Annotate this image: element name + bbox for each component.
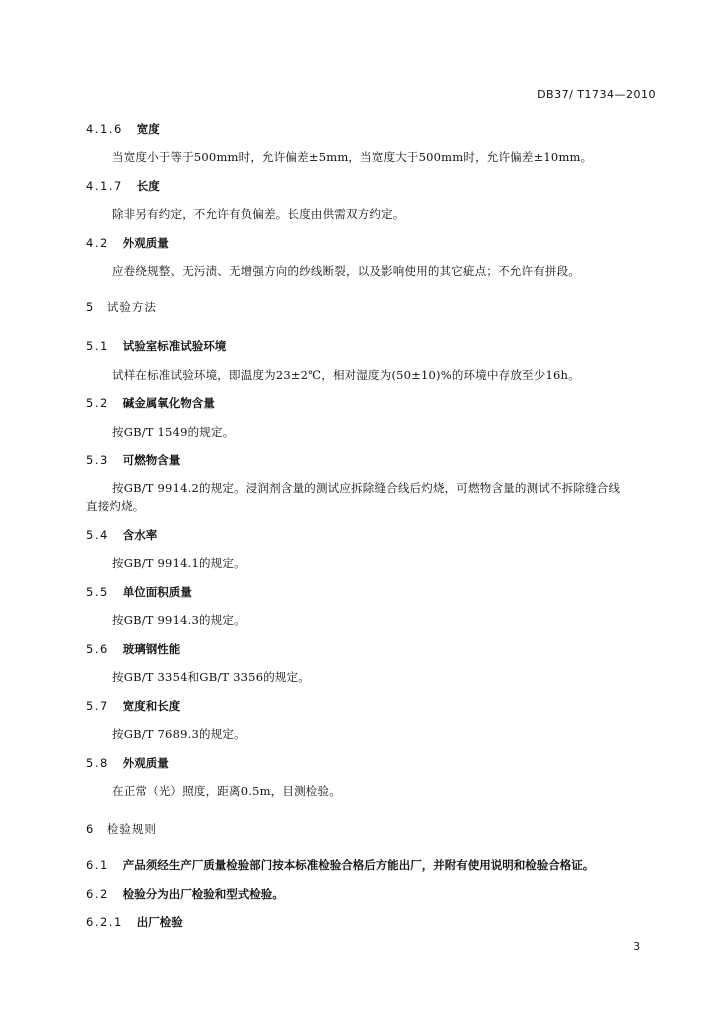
- clause-title: 玻璃钢性能: [122, 642, 181, 656]
- clause-title: 宽度和长度: [122, 699, 181, 713]
- heading-6-1: [86, 857, 594, 873]
- heading-5-7: [86, 698, 180, 714]
- clause-number: 5.7: [86, 699, 109, 713]
- clause-title: 可燃物含量: [122, 453, 181, 467]
- clause-title: 宽度: [136, 122, 160, 136]
- clause-number: 5.4: [86, 528, 109, 542]
- clause-number: 6.2.1: [86, 915, 123, 929]
- heading-5-2: [86, 395, 215, 411]
- section-number: 6: [86, 822, 95, 836]
- clause-text: 检验分为出厂检验和型式检验。: [122, 887, 284, 901]
- paragraph-5-5: 按GB/T 9914.3的规定。: [112, 613, 246, 627]
- section-heading-6: [86, 821, 157, 837]
- clause-number: 5.5: [86, 585, 109, 599]
- clause-title: 含水率: [122, 528, 158, 542]
- section-title: 试验方法: [106, 300, 157, 314]
- paragraph-4-1-7: 除非另有约定，不允许有负偏差。长度由供需双方约定。: [112, 207, 405, 221]
- section-title: 检验规则: [106, 822, 157, 836]
- section-number: 5: [86, 300, 95, 314]
- clause-number: 4.1.6: [86, 122, 123, 136]
- page-number: 3: [633, 941, 640, 953]
- clause-text: 产品须经生产厂质量检验部门按本标准检验合格后方能出厂，并附有使用说明和检验合格证。: [122, 858, 595, 872]
- heading-6-2-1: [86, 914, 183, 930]
- heading-5-8: [86, 755, 169, 771]
- clause-title: 碱金属氧化物含量: [122, 396, 215, 410]
- clause-number: 5.1: [86, 339, 109, 353]
- heading-5-1: [86, 338, 226, 354]
- clause-number: 4.2: [86, 236, 109, 250]
- clause-title: 外观质量: [122, 236, 169, 250]
- heading-5-3: [86, 452, 180, 468]
- clause-number: 5.8: [86, 756, 109, 770]
- heading-4-1-6: [86, 121, 160, 137]
- heading-6-2: [86, 886, 284, 902]
- clause-title: 试验室标准试验环境: [122, 339, 227, 353]
- heading-5-6: [86, 641, 180, 657]
- clause-title: 外观质量: [122, 756, 169, 770]
- paragraph-4-1-6: 当宽度小于等于500mm时，允许偏差±5mm，当宽度大于500mm时，允许偏差±10mm。: [112, 150, 593, 164]
- paragraph-5-7: 按GB/T 7689.3的规定。: [112, 727, 246, 741]
- paragraph-5-1: 试样在标准试验环境，即温度为23±2℃，相对湿度为(50±10)%的环境中存放至少16h。: [112, 368, 580, 382]
- clause-number: 6.1: [86, 858, 109, 872]
- heading-4-1-7: [86, 178, 160, 194]
- clause-title: 长度: [136, 179, 160, 193]
- section-heading-5: [86, 299, 157, 315]
- clause-number: 5.6: [86, 642, 109, 656]
- clause-number: 6.2: [86, 887, 109, 901]
- paragraph-5-3-continued: 直接灼烧。: [86, 499, 145, 513]
- heading-4-2: [86, 235, 169, 251]
- paragraph-5-8: 在正常（光）照度，距离0.5m，目测检验。: [112, 784, 341, 798]
- clause-number: 4.1.7: [86, 179, 123, 193]
- clause-number: 5.2: [86, 396, 109, 410]
- paragraph-5-6: 按GB/T 3354和GB/T 3356的规定。: [112, 670, 311, 684]
- clause-number: 5.3: [86, 453, 109, 467]
- clause-title: 出厂检验: [136, 915, 183, 929]
- heading-5-5: [86, 584, 192, 600]
- paragraph-4-2: 应卷绕规整、无污渍、无增强方向的纱线断裂，以及影响使用的其它疵点；不允许有拼段。: [112, 264, 580, 278]
- heading-5-4: [86, 527, 157, 543]
- clause-title: 单位面积质量: [122, 585, 192, 599]
- paragraph-5-3: 按GB/T 9914.2的规定。浸润剂含量的测试应拆除缝合线后灼烧，可燃物含量的测试不拆除缝合线: [112, 481, 621, 495]
- document-code: DB37/ T1734—2010: [537, 88, 656, 101]
- paragraph-5-4: 按GB/T 9914.1的规定。: [112, 556, 246, 570]
- paragraph-5-2: 按GB/T 1549的规定。: [112, 425, 235, 439]
